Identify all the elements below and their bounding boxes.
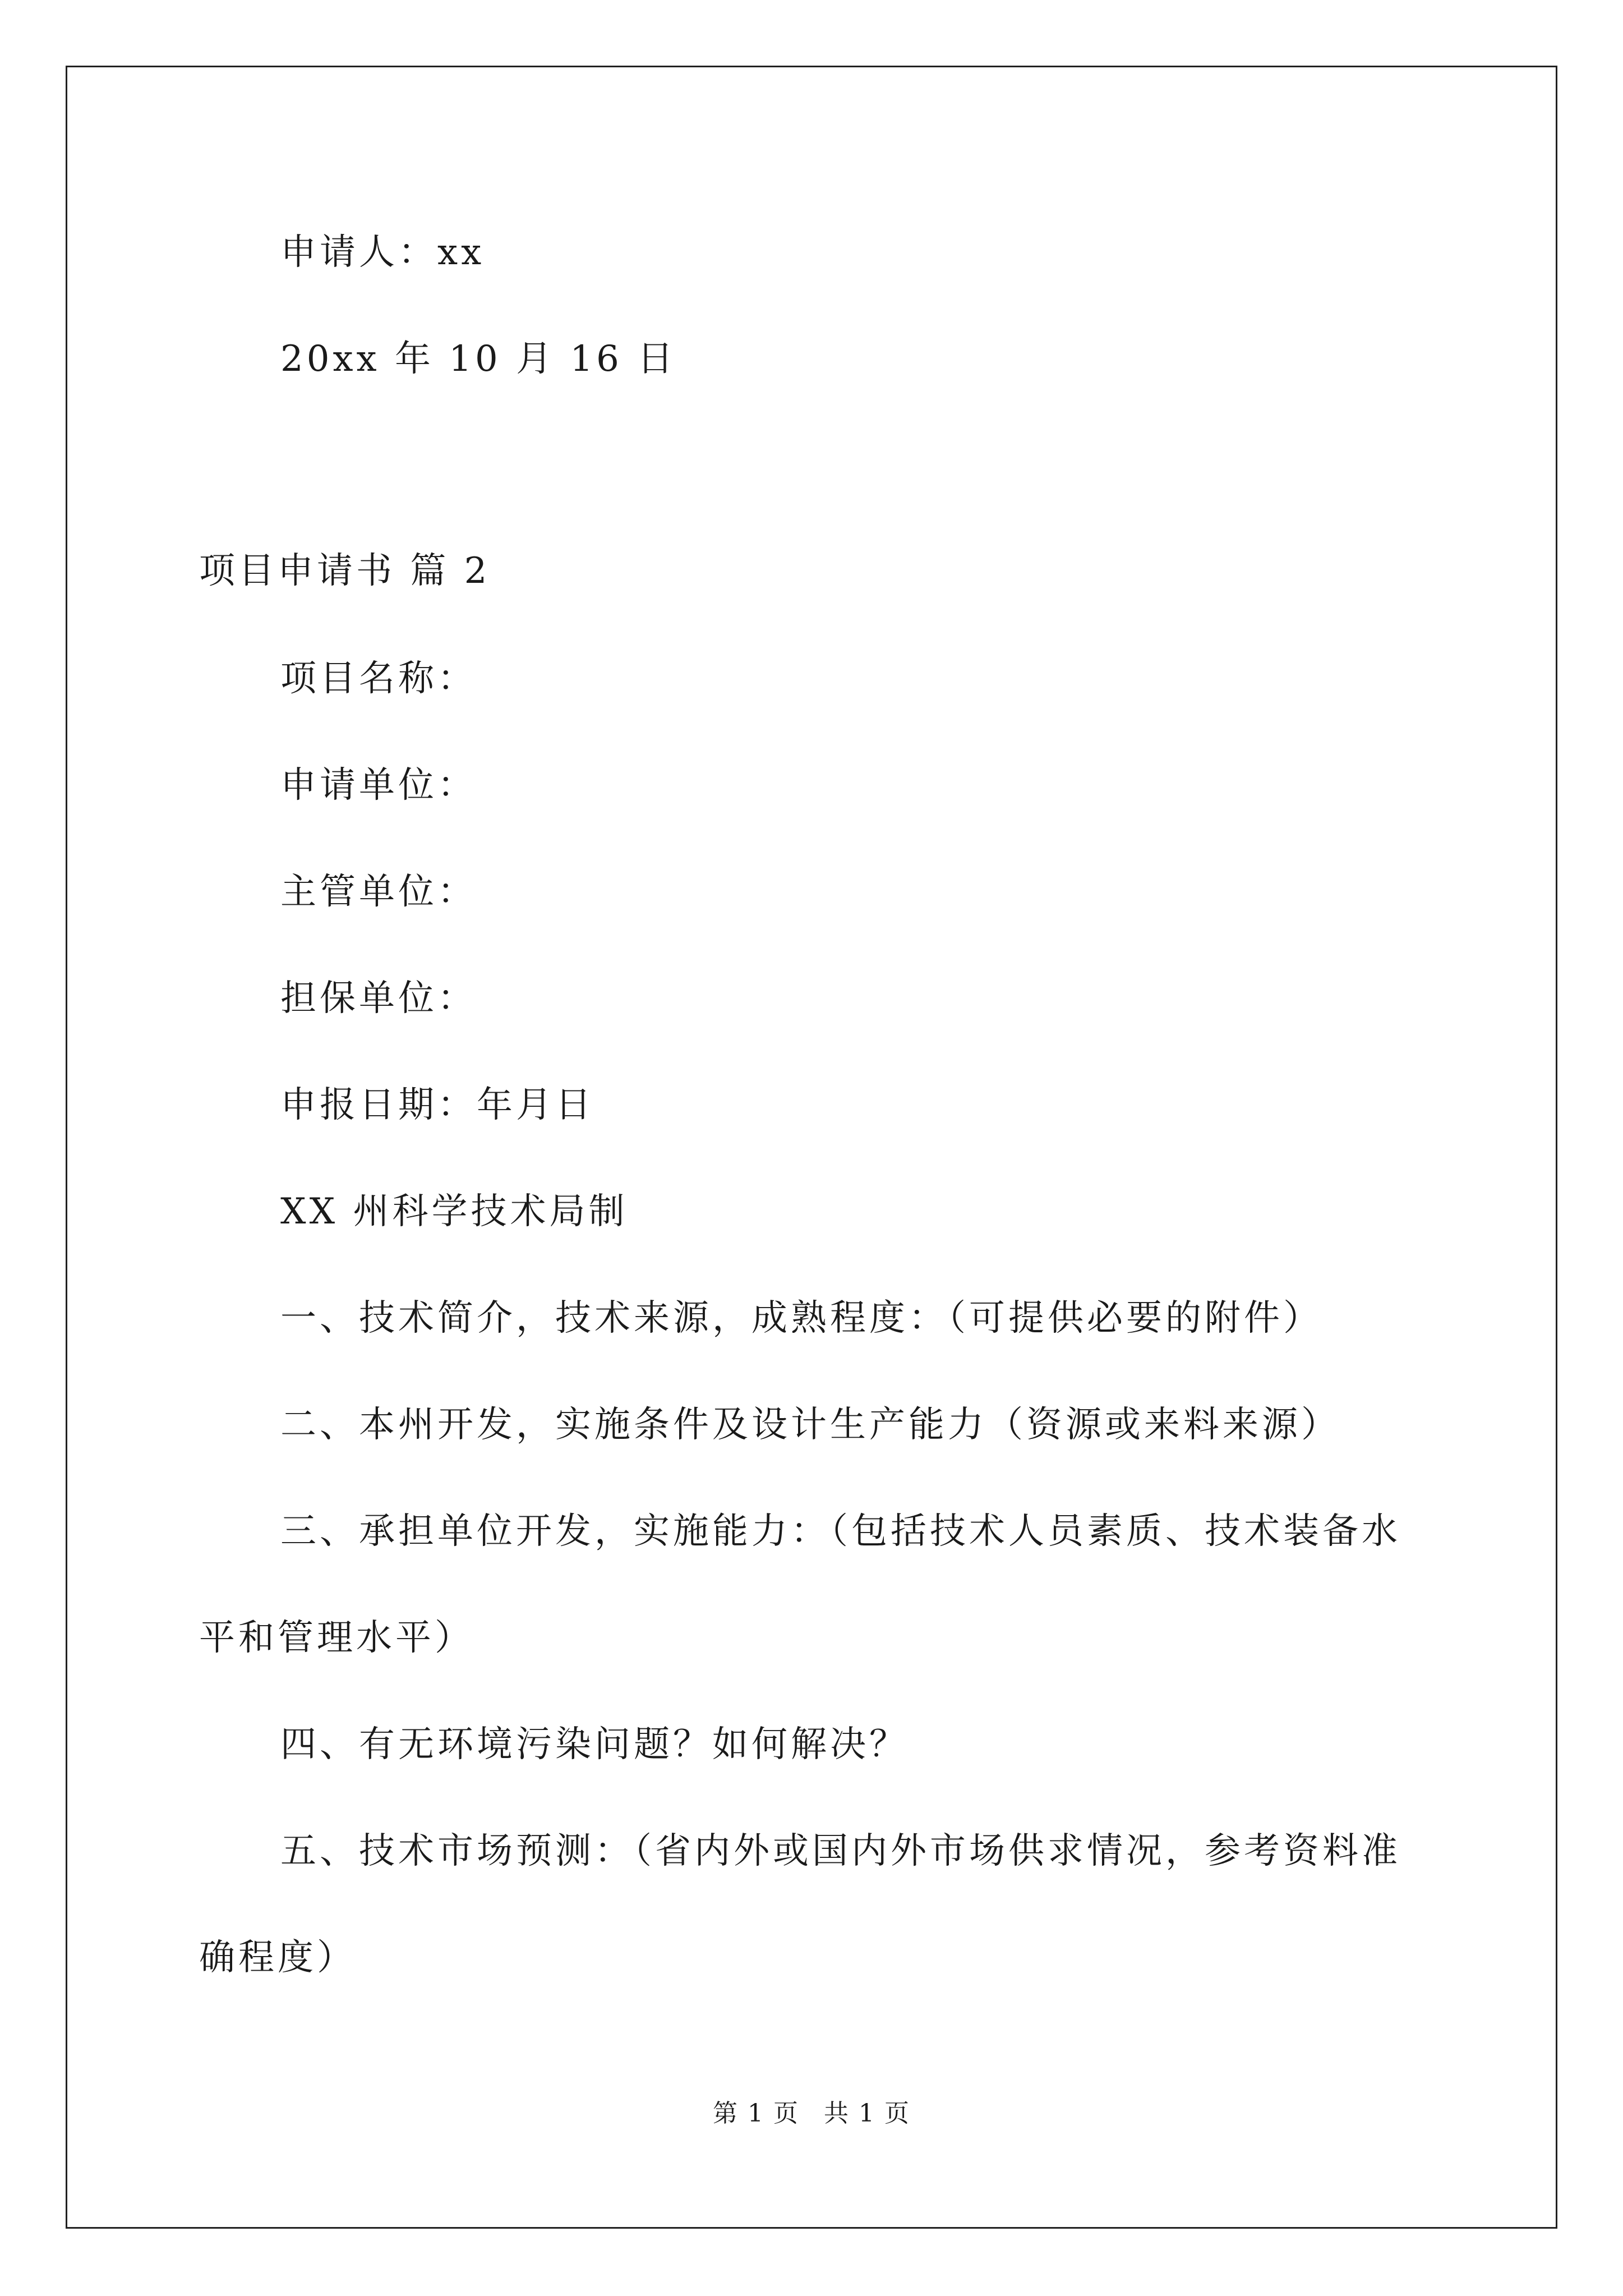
date-line: 20xx 年 10 月 16 日 (280, 338, 677, 380)
item-4: 四、有无环境污染问题？如何解决？ (280, 1724, 909, 1765)
field-applicant-unit: 申请单位： (280, 765, 477, 806)
page-footer (0, 2098, 1623, 2129)
field-guarantor-unit: 担保单位： (280, 978, 477, 1019)
field-project-name: 项目名称： (280, 658, 477, 700)
item-2: 二、本州开发，实施条件及设计生产能力（资源或来料来源） (280, 1404, 1340, 1446)
page-total: 共 1 页 (824, 2099, 910, 2128)
section-title: 项目申请书 篇 2 (199, 550, 491, 592)
item-3-line-1: 三、承担单位开发，实施能力：（包括技术人员素质、技术装备水 (280, 1511, 1401, 1552)
item-5-line-1: 五、技术市场预测：（省内外或国内外市场供求情况，参考资料准 (280, 1830, 1401, 1872)
field-report-date: 申报日期：年月日 (280, 1084, 594, 1126)
item-5-line-2: 确程度） (199, 1937, 356, 1978)
item-1: 一、技术简介，技术来源，成熟程度：（可提供必要的附件） (280, 1297, 1322, 1339)
field-supervising-unit: 主管单位： (280, 871, 477, 913)
page-number: 第 1 页 (713, 2099, 799, 2128)
item-3-line-2: 平和管理水平） (199, 1617, 474, 1659)
issuer-line: XX 州科学技术局制 (280, 1191, 628, 1232)
applicant-line: 申请人：xx (280, 232, 485, 273)
page-border (66, 66, 1557, 2229)
